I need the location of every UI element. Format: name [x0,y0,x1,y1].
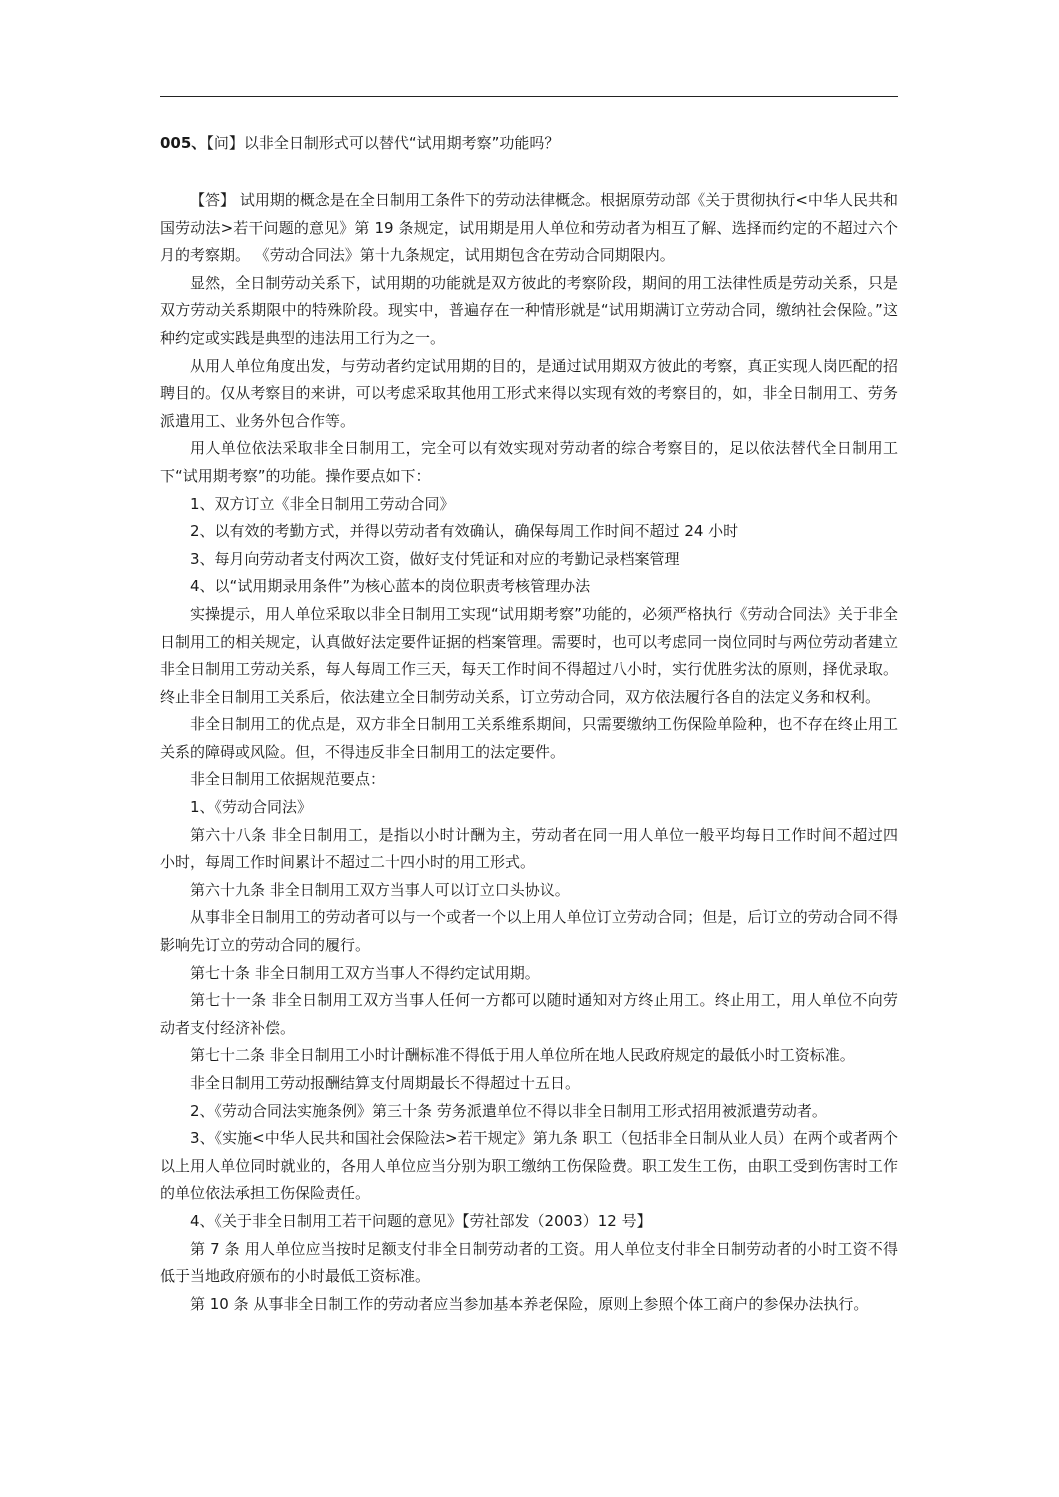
law-article: 第七十二条 非全日制用工小时计酬标准不得低于用人单位所在地人民政府规定的最低小时工资标准。 [190,1046,855,1065]
question-number: 005、 [160,134,207,152]
law-article: 第六十九条 非全日制用工双方当事人可以订立口头协议。 [190,880,570,899]
answer-paragraph: 【答】 试用期的概念是在全日制用工条件下的劳动法律概念。根据原劳动部《关于贯彻执行<中华人民共和国劳动法>若干问题的意见》第 19 条规定，试用期是用人单位和劳动者为相互了解、选择而约定的不超过六个月的考察期。 《劳动合同法》第十九条规定，试用期包含在劳动合同期限内。 [160,191,898,265]
list-item: 2、以有效的考勤方式，并得以劳动者有效确认，确保每周工作时间不超过 24 小时 [190,522,739,541]
list-item: 4、《关于非全日制用工若干问题的意见》【劳社部发（2003）12 号】 [190,1211,652,1230]
header-rule [160,96,898,97]
list-item: 2、《劳动合同法实施条例》第三十条 劳务派遣单位不得以非全日制用工形式招用被派遣劳动者。 [190,1101,827,1120]
list-item: 1、双方订立《非全日制用工劳动合同》 [190,494,455,513]
law-article: 第 10 条 从事非全日制工作的劳动者应当参加基本养老保险，原则上参照个体工商户的参保办法执行。 [190,1294,869,1313]
law-article: 从事非全日制用工的劳动者可以与一个或者一个以上用人单位订立劳动合同；但是，后订立的劳动合同不得影响先订立的劳动合同的履行。 [160,908,898,955]
list-item: 3、每月向劳动者支付两次工资，做好支付凭证和对应的考勤记录档案管理 [190,549,680,568]
law-article: 第六十八条 非全日制用工，是指以小时计酬为主，劳动者在同一用人单位一般平均每日工作时间不超过四小时，每周工作时间累计不超过二十四小时的用工形式。 [160,825,898,872]
law-article: 第七十条 非全日制用工双方当事人不得约定试用期。 [190,963,540,982]
document-body [160,130,898,1318]
paragraph: 用人单位依法采取非全日制用工，完全可以有效实现对劳动者的综合考察目的，足以依法替代全日制用工下“试用期考察”的功能。操作要点如下： [160,439,898,485]
list-item: 4、以“试用期录用条件”为核心蓝本的岗位职责考核管理办法 [190,577,591,596]
question-text: 【问】以非全日制形式可以替代“试用期考察”功能吗？ [206,134,560,152]
law-article: 第 7 条 用人单位应当按时足额支付非全日制劳动者的工资。用人单位支付非全日制劳动者的小时工资不得低于当地政府颁布的小时最低工资标准。 [160,1239,898,1286]
paragraph: 实操提示，用人单位采取以非全日制用工实现“试用期考察”功能的，必须严格执行《劳动合同法》关于非全日制用工的相关规定，认真做好法定要件证据的档案管理。需要时，也可以考虑同一岗位同时与两位劳动者建立非全日制用工劳动关系，每人每周工作三天，每天工作时间不得超过八小时，实行优胜劣汰的原则，择优录取。终止非全日制用工关系后，依法建立全日制劳动关系，订立劳动合同，双方依法履行各自的法定义务和权利。 [160,604,898,706]
paragraph: 从用人单位角度出发，与劳动者约定试用期的目的，是通过试用期双方彼此的考察，真正实现人岗匹配的招聘目的。仅从考察目的来讲，可以考虑采取其他用工形式来得以实现有效的考察目的，如，非全日制用工、劳务派遣用工、业务外包合作等。 [160,356,898,430]
list-item: 1、《劳动合同法》 [190,798,313,817]
paragraph: 非全日制用工的优点是，双方非全日制用工关系维系期间，只需要缴纳工伤保险单险种，也不存在终止用工关系的障碍或风险。但，不得违反非全日制用工的法定要件。 [160,715,898,761]
law-article: 非全日制用工劳动报酬结算支付周期最长不得超过十五日。 [190,1074,581,1092]
law-article: 第七十一条 非全日制用工双方当事人任何一方都可以随时通知对方终止用工。终止用工，用人单位不向劳动者支付经济补偿。 [160,991,898,1037]
section-heading: 非全日制用工依据规范要点： [190,770,386,789]
list-item: 3、《实施<中华人民共和国社会保险法>若干规定》第九条 职工（包括非全日制从业人员）在两个或者两个以上用人单位同时就业的，各用人单位应当分别为职工缴纳工伤保险费。职工发生工伤，由职工受到伤害时工作的单位依法承担工伤保险责任。 [160,1129,898,1203]
paragraph: 显然，全日制劳动关系下，试用期的功能就是双方彼此的考察阶段，期间的用工法律性质是劳动关系，只是双方劳动关系期限中的特殊阶段。现实中，普遍存在一种情形就是“试用期满订立劳动合同，缴纳社会保险。”这种约定或实践是典型的违法用工行为之一。 [160,273,898,347]
question-title [160,130,898,157]
